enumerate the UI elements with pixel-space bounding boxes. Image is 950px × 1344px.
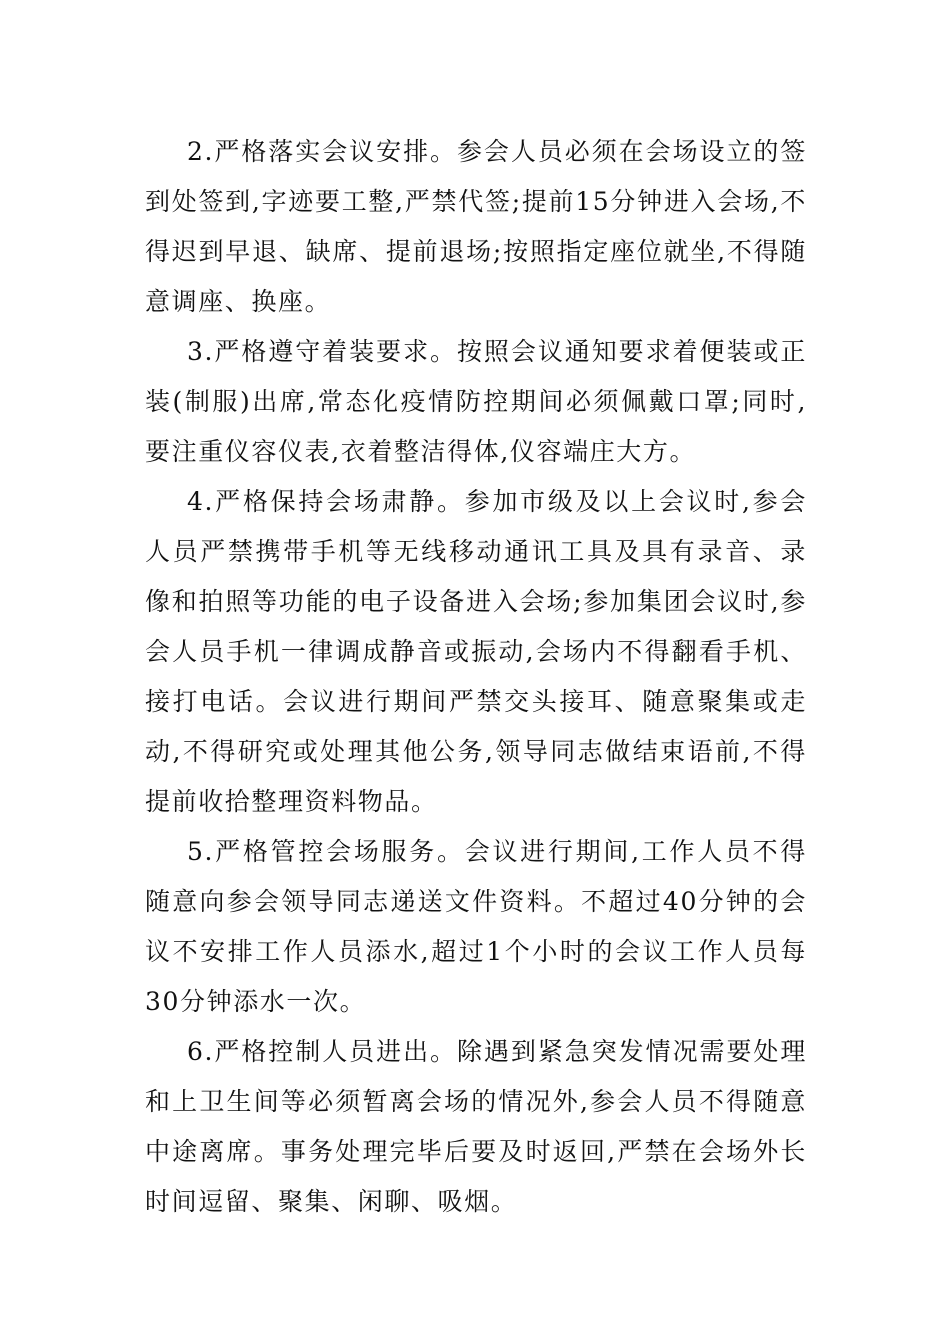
- paragraph-item-6: 6.严格控制人员进出。除遇到紧急突发情况需要处理和上卫生间等必须暂离会场的情况外,参会人员不得随意中途离席。事务处理完毕后要及时返回,严禁在会场外长时间逗留、聚集、闲聊、吸烟。: [145, 1037, 807, 1216]
- paragraph-item-2: 2.严格落实会议安排。参会人员必须在会场设立的签到处签到,字迹要工整,严禁代签;提前15分钟进入会场,不得迟到早退、缺席、提前退场;按照指定座位就坐,不得随意调座、换座。: [145, 137, 807, 316]
- document-body: [145, 127, 807, 1227]
- paragraph-item-5: 5.严格管控会场服务。会议进行期间,工作人员不得随意向参会领导同志递送文件资料。不超过40分钟的会议不安排工作人员添水,超过1个小时的会议工作人员每30分钟添水一次。: [145, 837, 807, 1016]
- paragraph-item-3: 3.严格遵守着装要求。按照会议通知要求着便装或正装(制服)出席,常态化疫情防控期间必须佩戴口罩;同时,要注重仪容仪表,衣着整洁得体,仪容端庄大方。: [145, 337, 807, 466]
- paragraph-item-4: 4.严格保持会场肃静。参加市级及以上会议时,参会人员严禁携带手机等无线移动通讯工具及具有录音、录像和拍照等功能的电子设备进入会场;参加集团会议时,参会人员手机一律调成静音或振动,会场内不得翻看手机、接打电话。会议进行期间严禁交头接耳、随意聚集或走动,不得研究或处理其他公务,领导同志做结束语前,不得提前收拾整理资料物品。: [145, 487, 807, 816]
